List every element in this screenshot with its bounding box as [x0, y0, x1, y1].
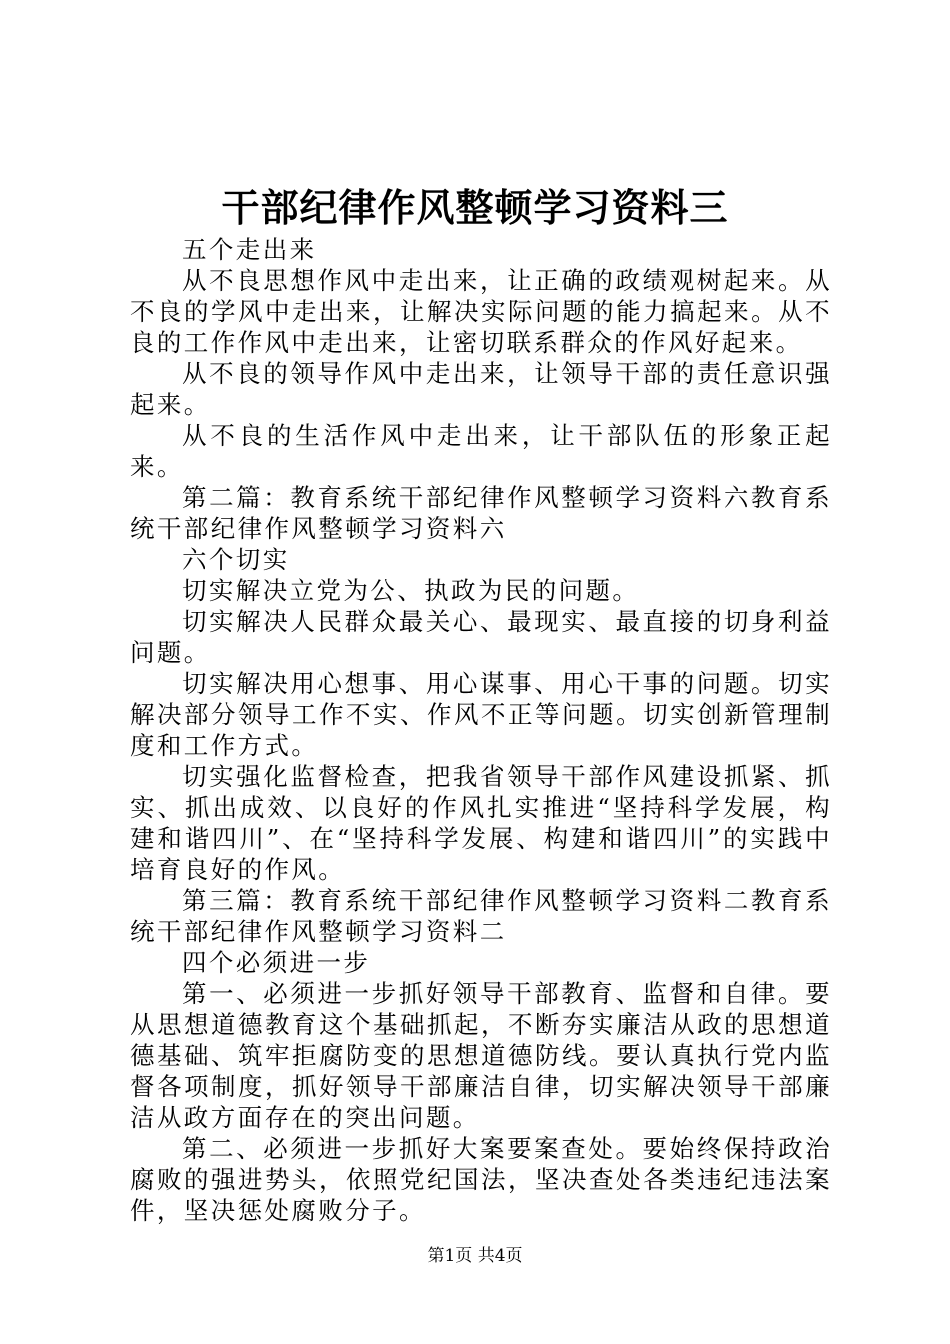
paragraph: 五个走出来 — [182, 235, 317, 264]
paragraph: 切实解决立党为公、执政为民的问题。 — [182, 576, 640, 605]
paragraph: 六个切实 — [182, 545, 290, 574]
paragraph: 第一、必须进一步抓好领导干部教育、监督和自律。要从思想道德教育这个基础抓起，不断夯实廉洁从政的思想道德基础、筑牢拒腐防变的思想道德防线。要认真执行党内监督各项制度，抓好领导干部廉洁自律，切实解决领导干部廉洁从政方面存在的突出问题。 — [130, 979, 832, 1132]
document-body — [130, 234, 832, 1226]
paragraph: 第二、必须进一步抓好大案要案查处。要始终保持政治腐败的强进势头，依照党纪国法，坚决查处各类违纪违法案件，坚决惩处腐败分子。 — [130, 1134, 832, 1225]
section-heading: 第三篇：教育系统干部纪律作风整顿学习资料二教育系统干部纪律作风整顿学习资料二 — [130, 886, 832, 946]
section-heading: 第二篇：教育系统干部纪律作风整顿学习资料六教育系统干部纪律作风整顿学习资料六 — [130, 483, 832, 543]
paragraph: 切实解决人民群众最关心、最现实、最直接的切身利益问题。 — [130, 607, 832, 667]
paragraph: 切实强化监督检查，把我省领导干部作风建设抓紧、抓实、抓出成效、以良好的作风扎实推进“坚持科学发展，构建和谐四川”、在“坚持科学发展、构建和谐四川”的实践中培育良好的作风。 — [130, 762, 832, 884]
paragraph: 切实解决用心想事、用心谋事、用心干事的问题。切实解决部分领导工作不实、作风不正等问题。切实创新管理制度和工作方式。 — [130, 669, 832, 760]
paragraph: 从不良的生活作风中走出来，让干部队伍的形象正起来。 — [130, 421, 832, 481]
paragraph: 从不良的领导作风中走出来，让领导干部的责任意识强起来。 — [130, 359, 832, 419]
document-title: 干部纪律作风整顿学习资料三 — [221, 185, 729, 230]
paragraph: 四个必须进一步 — [182, 948, 371, 977]
paragraph: 从不良思想作风中走出来，让正确的政绩观树起来。从不良的学风中走出来，让解决实际问题的能力搞起来。从不良的工作作风中走出来，让密切联系群众的作风好起来。 — [130, 266, 832, 357]
page-number: 第1页 共4页 — [427, 1246, 523, 1266]
